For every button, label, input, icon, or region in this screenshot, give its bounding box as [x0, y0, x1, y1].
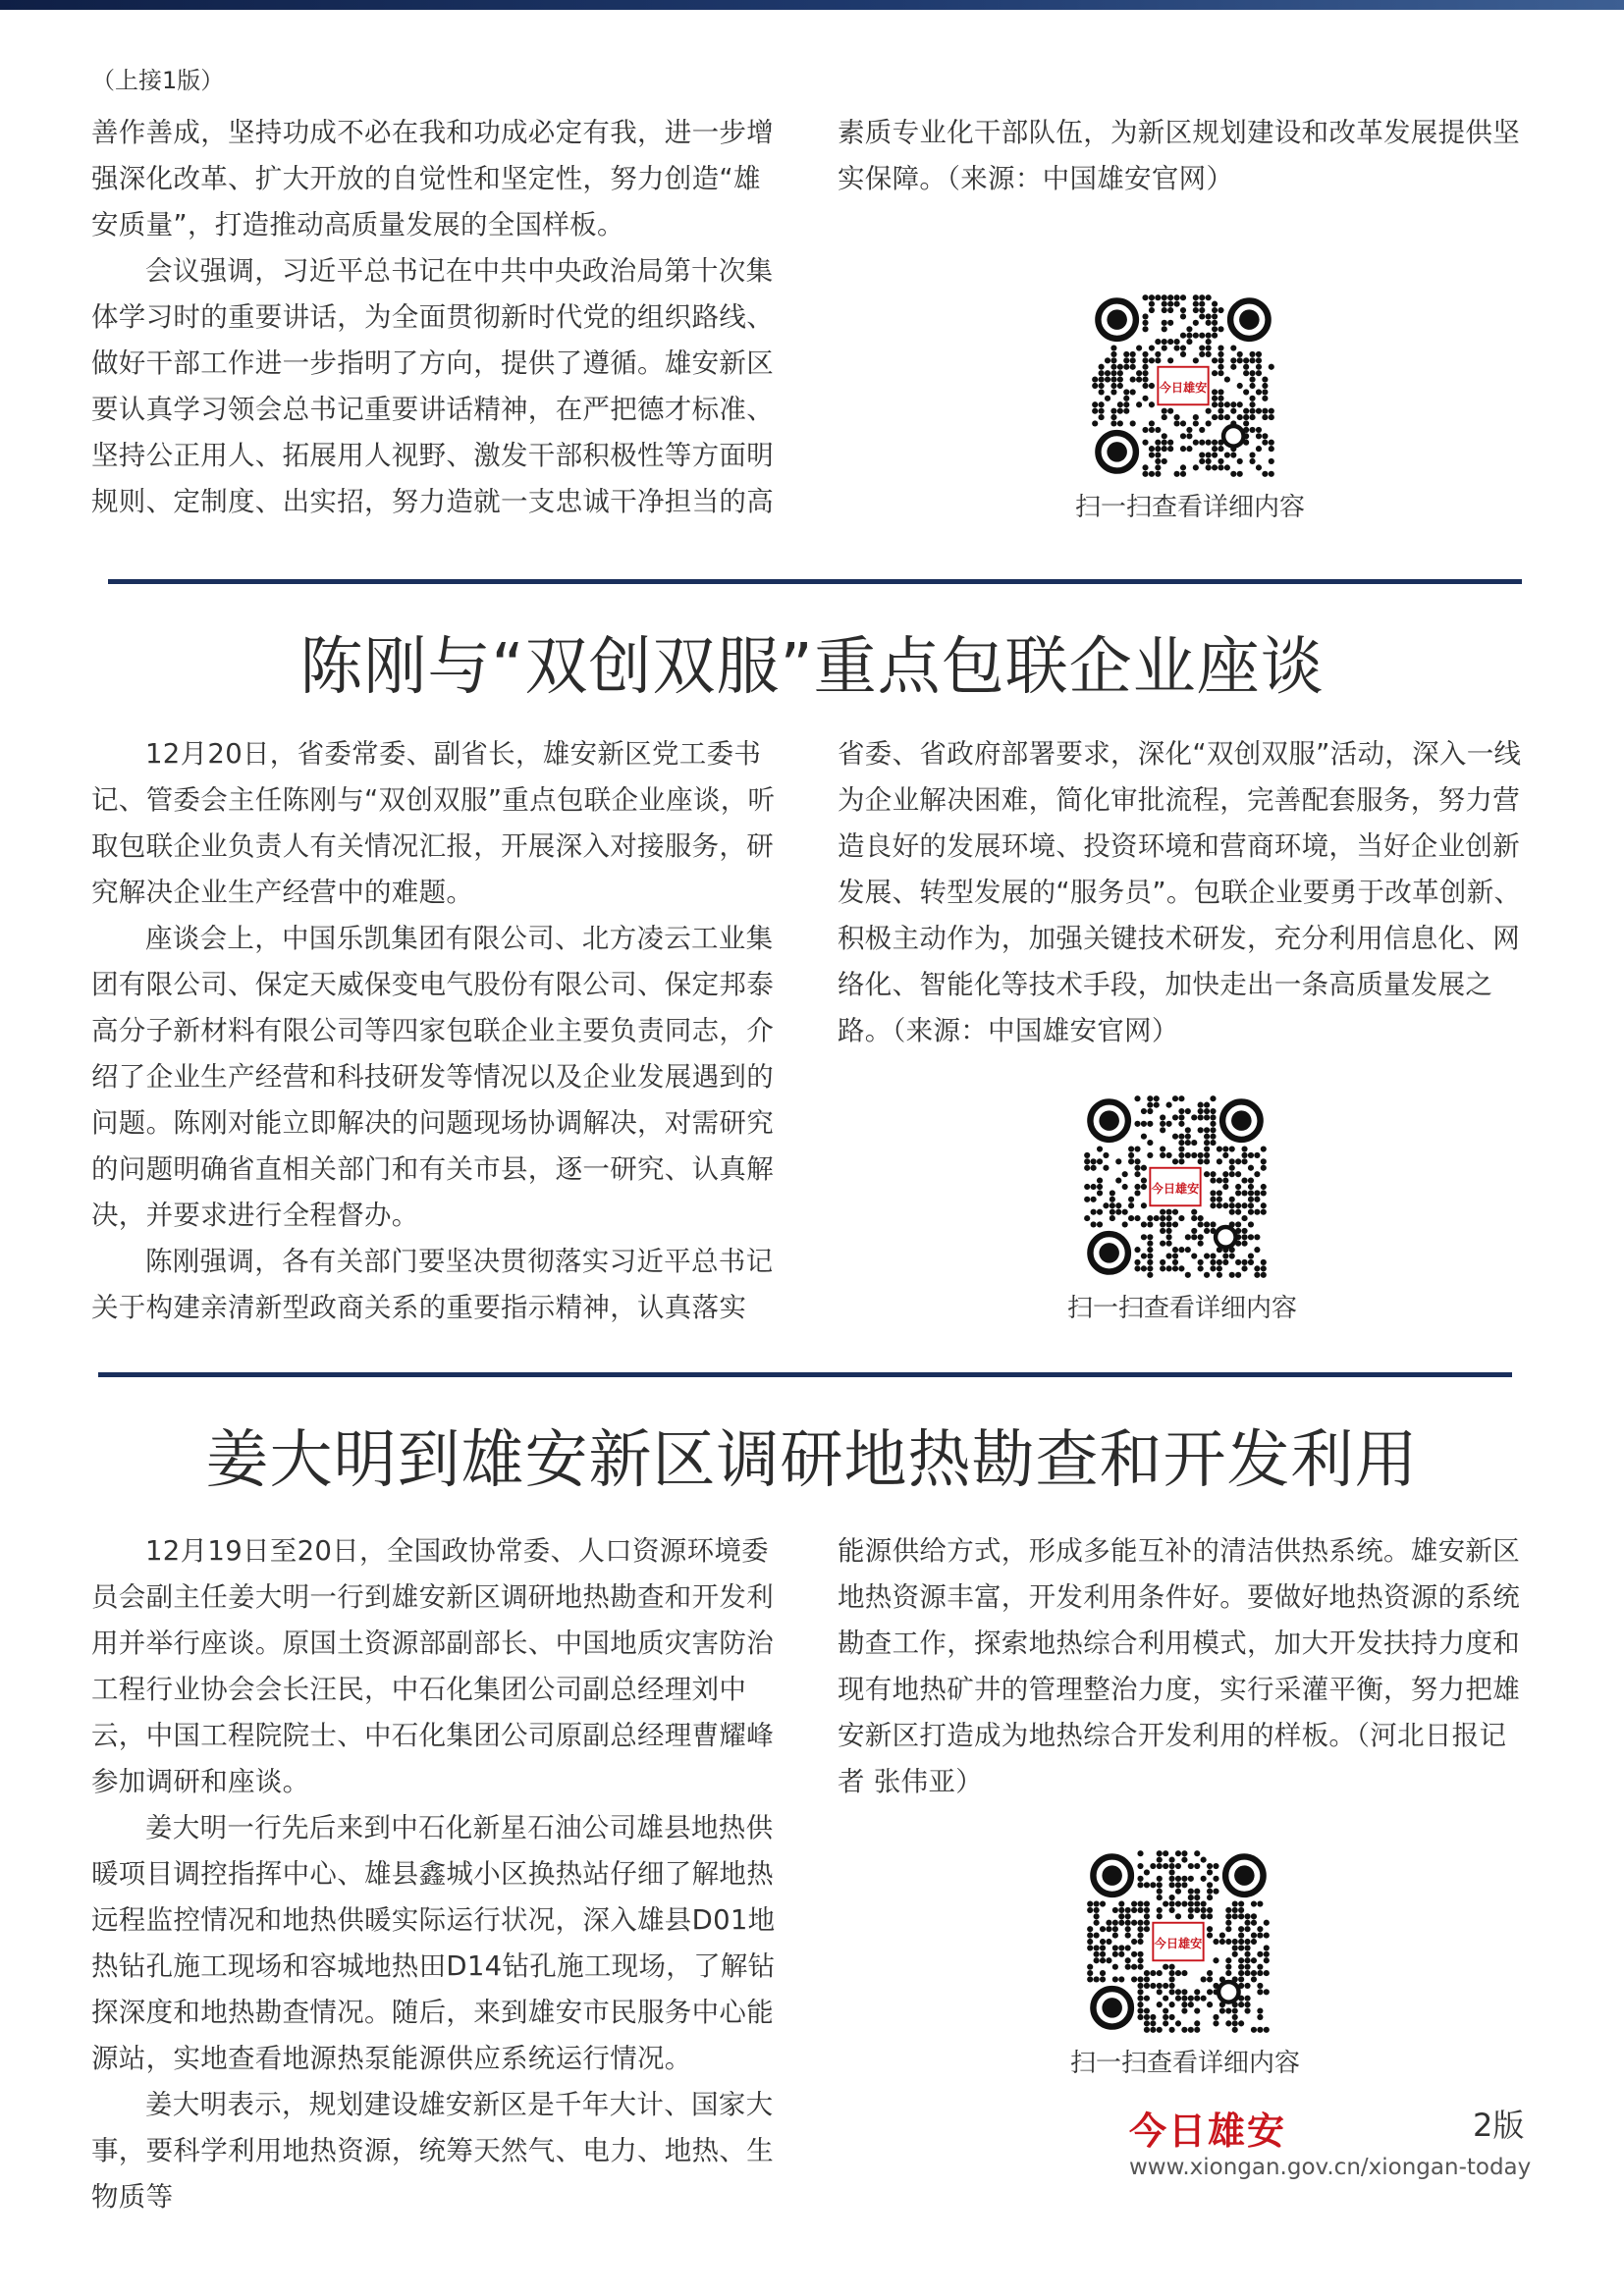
article1-left-column: [91, 110, 779, 525]
qr-caption: 扫一扫查看详细内容: [1075, 493, 1306, 522]
top-color-bar: [0, 0, 1624, 10]
article2-headline: 陈刚与“双创双服”重点包联企业座谈: [299, 631, 1325, 704]
brand-logo: 今日雄安: [1129, 2109, 1287, 2153]
article3-left-column: [91, 1528, 779, 2220]
paragraph: 陈刚强调，各有关部门要坚决贯彻落实习近平总书记关于构建亲清新型政商关系的重要指示精神，认真落实: [91, 1246, 774, 1323]
section-divider: [98, 1372, 1512, 1377]
paragraph: 素质专业化干部队伍，为新区规划建设和改革发展提供坚实保障。（来源：中国雄安官网）: [838, 117, 1520, 194]
article3-qr-block: [1070, 1850, 1301, 2079]
section-divider: [108, 579, 1522, 584]
page-number: 2版: [1473, 2107, 1525, 2144]
article2-qr-block: [1067, 1095, 1298, 1324]
qr-code-icon[interactable]: [1084, 1095, 1267, 1278]
qr-caption: 扫一扫查看详细内容: [1067, 1294, 1298, 1323]
paragraph: 姜大明表示，规划建设雄安新区是千年大计、国家大事，要科学利用地热资源，统筹天然气、电力、地热、生物质等: [91, 2089, 774, 2213]
article3-headline: 姜大明到雄安新区调研地热勘查和开发利用: [205, 1424, 1419, 1497]
qr-code-icon[interactable]: [1087, 1850, 1270, 2033]
footer-url[interactable]: www.xiongan.gov.cn/xiongan-today: [1129, 2155, 1532, 2180]
article3-right-column: [838, 1528, 1533, 1805]
paragraph: 省委、省政府部署要求，深化“双创双服”活动，深入一线为企业解决困难，简化审批流程，完善配套服务，努力营造良好的发展环境、投资环境和营商环境，当好企业创新发展、转型发展的“服务员”。包联企业要勇于改革创新、积极主动作为，加强关键技术研发，充分利用信息化、网络化、智能化等技术手段，加快走出一条高质量发展之路。（来源：中国雄安官网）: [838, 738, 1522, 1046]
paragraph: 12月20日，省委常委、副省长，雄安新区党工委书记、管委会主任陈刚与“双创双服”重点包联企业座谈，听取包联企业负责人有关情况汇报，开展深入对接服务，研究解决企业生产经营中的难题。: [91, 738, 776, 908]
paragraph: 善作善成，坚持功成不必在我和功成必定有我，进一步增强深化改革、扩大开放的自觉性和坚定性，努力创造“雄安质量”，打造推动高质量发展的全国样板。: [91, 117, 774, 240]
qr-logo-text: 今日雄安: [1154, 1936, 1203, 1950]
paragraph: 会议强调，习近平总书记在中共中央政治局第十次集体学习时的重要讲话，为全面贯彻新时代党的组织路线、做好干部工作进一步指明了方向，提供了遵循。雄安新区要认真学习领会总书记重要讲话精神，在严把德才标准、坚持公正用人、拓展用人视野、激发干部积极性等方面明规则、定制度、出实招，努力造就一支忠诚干净担当的高: [91, 255, 774, 517]
article2-right-column: [838, 731, 1533, 1054]
continuation-note: （上接1版）: [91, 67, 225, 94]
qr-code-icon[interactable]: [1092, 294, 1274, 477]
qr-logo-text: 今日雄安: [1151, 1181, 1200, 1196]
qr-caption: 扫一扫查看详细内容: [1070, 2049, 1301, 2078]
paragraph: 能源供给方式，形成多能互补的清洁供热系统。雄安新区地热资源丰富，开发利用条件好。要做好地热资源的系统勘查工作，探索地热综合利用模式，加大开发扶持力度和现有地热矿井的管理整治力度，实行采灌平衡，努力把雄安新区打造成为地热综合开发利用的样板。（河北日报记者 张伟亚）: [838, 1535, 1520, 1797]
article2-left-column: [91, 731, 779, 1331]
paragraph: 12月19日至20日，全国政协常委、人口资源环境委员会副主任姜大明一行到雄安新区调研地热勘查和开发利用并举行座谈。原国土资源部副部长、中国地质灾害防治工程行业协会会长汪民，中石化集团公司副总经理刘中云，中国工程院院士、中石化集团公司原副总经理曹耀峰参加调研和座谈。: [91, 1535, 774, 1797]
paragraph: 姜大明一行先后来到中石化新星石油公司雄县地热供暖项目调控指挥中心、雄县鑫城小区换热站仔细了解地热远程监控情况和地热供暖实际运行状况，深入雄县D01地热钻孔施工现场和容城地热田D14钻孔施工现场，了解钻探深度和地热勘查情况。随后，来到雄安市民服务中心能源站，实地查看地源热泵能源供应系统运行情况。: [91, 1812, 776, 2074]
article1-right-column: [838, 110, 1533, 202]
paragraph: 座谈会上，中国乐凯集团有限公司、北方凌云工业集团有限公司、保定天威保变电气股份有限公司、保定邦泰高分子新材料有限公司等四家包联企业主要负责同志，介绍了企业生产经营和科技研发等情况以及企业发展遇到的问题。陈刚对能立即解决的问题现场协调解决，对需研究的问题明确省直相关部门和有关市县，逐一研究、认真解决，并要求进行全程督办。: [91, 923, 774, 1231]
article1-qr-block: [1075, 294, 1306, 523]
qr-logo-text: 今日雄安: [1159, 380, 1208, 395]
